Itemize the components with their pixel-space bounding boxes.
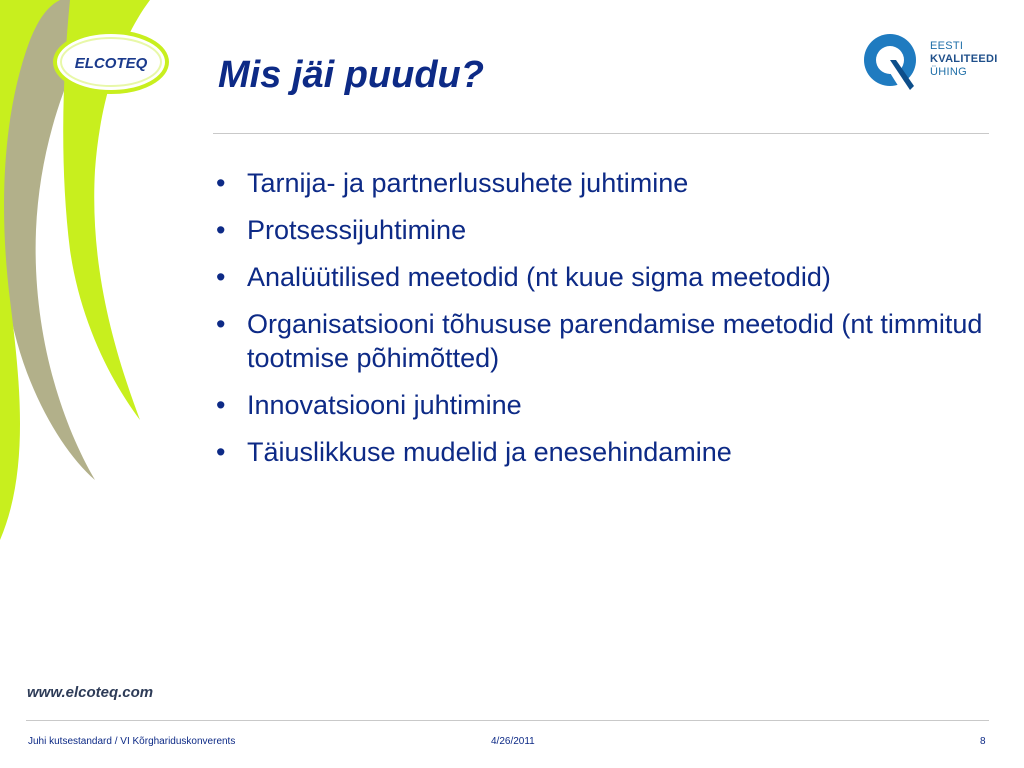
bullet-marker: • (216, 309, 226, 339)
footer-date: 4/26/2011 (491, 736, 535, 747)
bullet-item (213, 213, 1003, 247)
bullet-item (213, 307, 987, 375)
bullet-marker: • (216, 437, 226, 467)
bullet-list (213, 166, 1003, 482)
bullet-item (213, 166, 1003, 200)
bullet-text: Tarnija- ja partnerlussuhete juhtimine (247, 168, 689, 198)
footer-presentation-title: Juhi kutsestandard / VI Kõrghariduskonverents (28, 736, 236, 747)
slide-title: Mis jäi puudu? (218, 54, 484, 96)
title-divider (213, 133, 989, 134)
footer-page-number: 8 (980, 736, 986, 747)
ekq-logo-text (930, 40, 998, 79)
bullet-text: Protsessijuhtimine (247, 215, 467, 245)
bullet-marker: • (216, 390, 226, 420)
ekq-line-2: KVALITEEDI (930, 53, 998, 65)
ekq-line-1: EESTI (930, 40, 964, 52)
bullet-item (213, 435, 1003, 469)
bullet-marker: • (216, 262, 226, 292)
elcoteq-logo (52, 28, 170, 96)
ekq-line-3: ÜHING (930, 66, 967, 78)
bullet-text: Täiuslikkuse mudelid ja enesehindamine (247, 437, 732, 467)
svg-text:ELCOTEQ: ELCOTEQ (74, 55, 148, 72)
bullet-marker: • (216, 215, 226, 245)
footer-divider (26, 720, 989, 721)
bullet-item (213, 260, 1003, 294)
bullet-text: Innovatsiooni juhtimine (247, 390, 522, 420)
bullet-text: Organisatsiooni tõhususe parendamise meetodid (nt timmitud tootmise põhimõtted) (247, 309, 983, 373)
bullet-text: Analüütilised meetodid (nt kuue sigma meetodid) (247, 262, 831, 292)
company-url: www.elcoteq.com (27, 684, 154, 701)
bullet-item (213, 388, 1003, 422)
bullet-marker: • (216, 168, 226, 198)
